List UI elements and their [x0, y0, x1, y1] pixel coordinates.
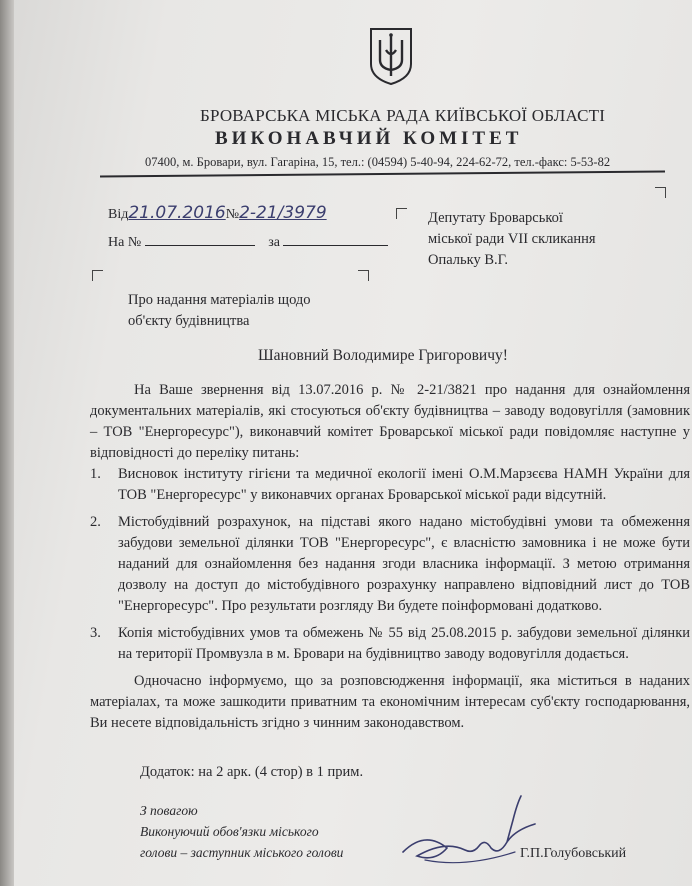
- addressee-line: Депутату Броварської: [428, 210, 563, 226]
- regards-text: З повагою: [140, 803, 198, 818]
- closing-paragraph: Одночасно інформуємо, що за розповсюдження інформації, яка міститься в наданих матеріалах, та може зашкодити приватним та економічним інтересам суб'єкту господарювання, Ви несете відповідальність згідно з чинним законодавством.: [90, 673, 690, 731]
- list-item-text: Висновок інституту гігієни та медичної екології імені О.М.Марзєєва НАМН України для ТОВ "Енергоресурс" у виконавчих органах Броварської міської ради відсутній.: [118, 466, 690, 503]
- page-shadow-edge: [0, 0, 14, 886]
- signer-position: Виконуючий обов'язки міського: [140, 824, 319, 839]
- handwritten-date: 21.07.2016: [128, 203, 226, 223]
- list-item-text: Копія містобудівних умов та обмежень № 55 від 25.08.2015 р. забудови земельної ділянки на території Промвузла в м. Бровари на будівництво заводу водовугілля додається.: [118, 625, 690, 662]
- list-item-text: Містобудівний розрахунок, на підставі якого надано містобудівні умови та обмеження забудови земельної ділянки ТОВ "Енергоресурс", є власністю замовника і не може бути наданий для ознайомлення без надання згоди власника інформації. З метою отримання дозволу на доступ до містобудівного розрахунку направлено відповідний лист до ТОВ "Енергоресурс". Про результати розгляду Ви будете поінформовані додатково.: [118, 514, 690, 614]
- letter-body: [90, 380, 690, 734]
- subject-corner-mark-right: [358, 270, 369, 281]
- list-item: [90, 512, 690, 617]
- header-divider: [100, 171, 665, 178]
- addressee-corner-mark-right: [655, 187, 666, 198]
- list-item: [90, 623, 690, 665]
- subject-line: об'єкту будівництва: [128, 313, 250, 329]
- salutation: Шановний Володимире Григоровичу!: [258, 347, 508, 364]
- addressee-block: [428, 208, 596, 271]
- number-label: №: [225, 207, 240, 222]
- handwritten-signature: [395, 790, 545, 880]
- addressee-corner-mark: [396, 208, 407, 219]
- from-label: Від: [108, 207, 129, 222]
- handwritten-number: 2-21/3979: [239, 203, 327, 223]
- za-date-blank: [283, 235, 388, 246]
- committee-title: ВИКОНАВЧИЙ КОМІТЕТ: [215, 128, 523, 149]
- za-label: за: [268, 235, 280, 250]
- subject-corner-mark: [92, 270, 103, 281]
- incoming-reference: [108, 235, 388, 251]
- signature-block: [140, 800, 343, 863]
- intro-paragraph: На Ваше звернення від 13.07.2016 р. № 2-21/3821 про надання для ознайомлення документальних матеріалів, які стосуються об'єкту будівництва – заводу водовугілля (замовник – ТОВ "Енергоресурс"), виконавчий комітет Броварської міської ради повідомляє наступне у відповідності до переліку питань:: [90, 382, 690, 461]
- list-item-number: 1.: [90, 466, 101, 482]
- organization-name: БРОВАРСЬКА МІСЬКА РАДА КИЇВСЬКОЇ ОБЛАСТІ: [200, 106, 606, 125]
- addressee-line: міської ради VII скликання: [428, 231, 596, 247]
- list-item-number: 2.: [90, 514, 101, 530]
- list-item-number: 3.: [90, 625, 101, 641]
- signer-position: голови – заступник міського голови: [140, 845, 344, 860]
- outgoing-reference: [108, 203, 327, 223]
- attachment-note: Додаток: на 2 арк. (4 стор) в 1 прим.: [140, 764, 364, 780]
- signer-name: Г.П.Голубовський: [520, 846, 627, 861]
- subject-line: Про надання матеріалів щодо: [128, 292, 311, 308]
- contact-address: 07400, м. Бровари, вул. Гагаріна, 15, тел.: (04594) 5-40-94, 224-62-72, тел.-факс: 5-53-82: [145, 155, 611, 169]
- list-item: [90, 464, 690, 506]
- trident-emblem-icon: [368, 26, 414, 86]
- addressee-line: Опальку В.Г.: [428, 252, 509, 268]
- subject-block: [128, 290, 311, 332]
- to-number-blank: [145, 235, 255, 246]
- to-label: На №: [108, 235, 142, 250]
